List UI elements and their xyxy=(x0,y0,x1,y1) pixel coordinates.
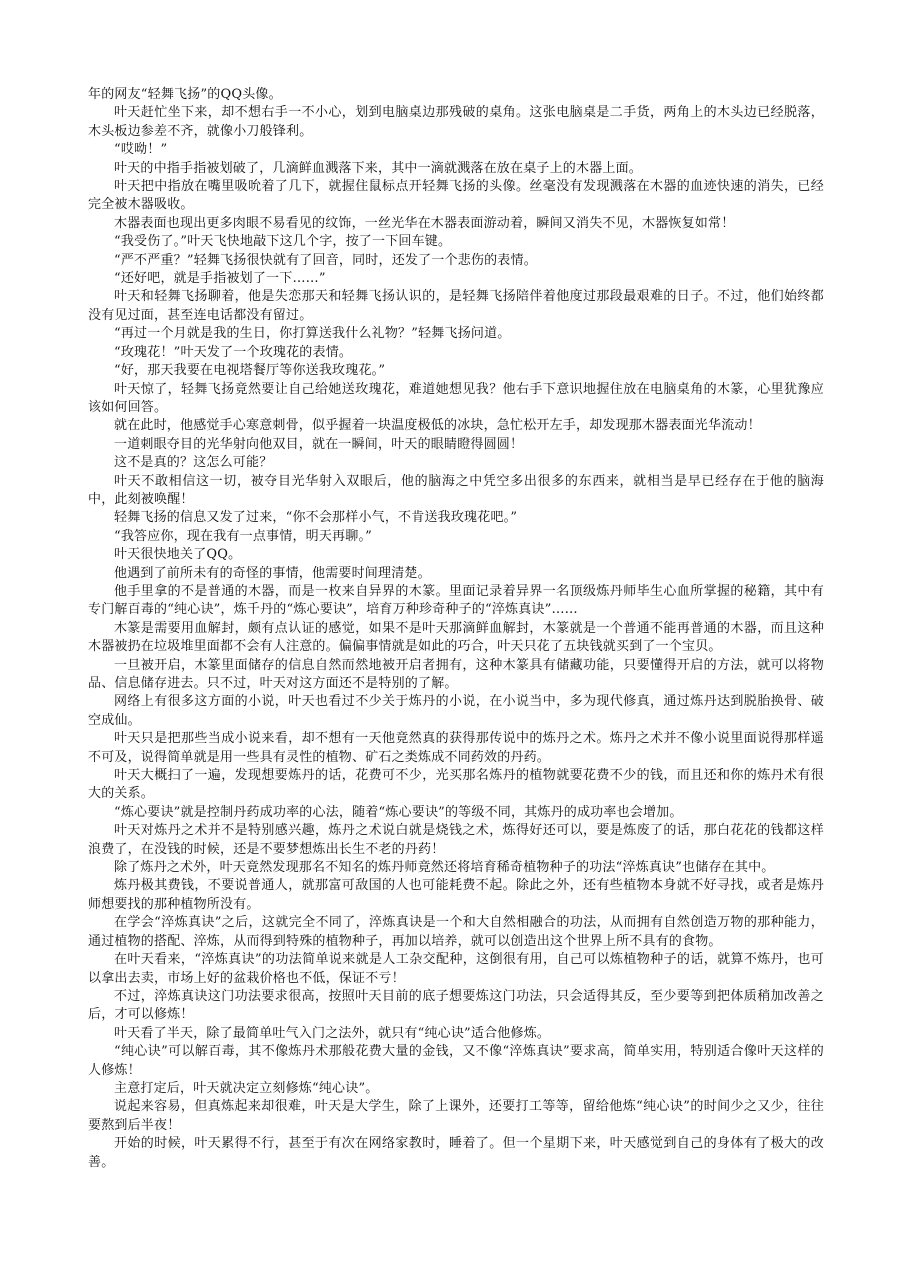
paragraph: “严不严重？”轻舞飞扬很快就有了回音，同时，还发了一个悲伤的表情。 xyxy=(114,252,537,268)
paragraph: “炼心要诀”就是控制丹药成功率的心法，随着“炼心要诀”的等级不同，其炼丹的成功率也会增加。 xyxy=(114,804,683,820)
paragraph: 他遇到了前所未有的奇怪的事情，他需要时间理清楚。 xyxy=(114,565,431,581)
paragraph: 叶天把中指放在嘴里吸吮着了几下，就握住鼠标点开轻舞飞扬的头像。丝毫没有发现溅落在木器的血迹快速的消失，已经完全被木器吸收。 xyxy=(88,179,824,213)
paragraph: 不过，淬炼真诀这门功法要求很高，按照叶天目前的底子想要炼这门功法，只会适得其反，至少要等到把体质稍加改善之后，才可以修炼！ xyxy=(88,988,824,1023)
paragraph: 叶天看了半天，除了最简单吐气入门之法外，就只有“纯心诀”适合他修炼。 xyxy=(114,1025,551,1041)
paragraph: “玫瑰花！”叶天发了一个玫瑰花的表情。 xyxy=(114,344,353,360)
paragraph: “再过一个月就是我的生日，你打算送我什么礼物？”轻舞飞扬问道。 xyxy=(114,326,511,342)
paragraph: 叶天赶忙坐下来，却不想右手一不小心，划到电脑桌边那残破的桌角。这张电脑桌是二手货，两角上的木头边已经脱落，木头板边参差不齐，就像小刀般锋利。 xyxy=(88,105,824,139)
paragraph: 叶天只是把那些当成小说来看，却不想有一天他竟然真的获得那传说中的炼丹之术。炼丹之术并不像小说里面说得那样遥不可及，说得简单就是用一些具有灵性的植物、矿石之类炼成不同药效的丹药。 xyxy=(88,731,824,765)
paragraph: 木篆是需要用血解封，颇有点认证的感觉，如果不是叶天那滴鲜血解封，木篆就是一个普通不能再普通的木器，而且这种木器被扔在垃圾堆里面都不会有人注意的。偏偏事情就是如此的巧合，叶天只花了五块钱就买到了一个宝贝。 xyxy=(88,620,824,655)
paragraph: 叶天对炼丹之术并不是特别感兴趣，炼丹之术说白就是烧钱之术，炼得好还可以，要是炼废了的话，那白花花的钱都这样浪费了，在没钱的时候，还是不要梦想炼出长生不老的丹药！ xyxy=(88,823,824,857)
paragraph: 木器表面也现出更多肉眼不易看见的纹饰，一丝光华在木器表面游动着，瞬间又消失不见，木器恢复如常！ xyxy=(114,215,735,231)
paragraph: 叶天很快地关了QQ。 xyxy=(114,547,242,563)
paragraph: 一道刺眼夺目的光华射向他双目，就在一瞬间，叶天的眼睛瞪得圆圆！ xyxy=(114,436,524,452)
paragraph: 炼丹极其费钱，不要说普通人，就那富可敌国的人也可能耗费不起。除此之外，还有些植物本身就不好寻找，或者是炼丹师想要找的那种植物所没有。 xyxy=(88,878,824,912)
paragraph: “我受伤了。”叶天飞快地敲下这几个字，按了一下回车键。 xyxy=(114,234,452,250)
paragraph: 网络上有很多这方面的小说，叶天也看过不少关于炼丹的小说，在小说当中，多为现代修真，通过炼丹达到脱胎换骨、破空成仙。 xyxy=(88,694,824,728)
paragraph: “我答应你，现在我有一点事情，明天再聊。” xyxy=(114,528,372,544)
paragraph: 就在此时，他感觉手心寒意刺骨，似乎握着一块温度极低的冰块，急忙松开左手，却发现那木器表面光华流动！ xyxy=(114,418,761,434)
paragraph: 轻舞飞扬的信息又发了过来，“你不会那样小气，不肯送我玫瑰花吧。” xyxy=(114,510,518,526)
paragraph: 叶天惊了，轻舞飞扬竟然要让自己给她送玫瑰花，难道她想见我？他右手下意识地握住放在电脑桌角的木篆，心里犹豫应该如何回答。 xyxy=(88,381,824,415)
paragraph: 叶天大概扫了一遍，发现想要炼丹的话，花费可不少，光买那名炼丹的植物就要花费不少的钱，而且还和你的炼丹术有很大的关系。 xyxy=(88,768,824,802)
paragraph: 这不是真的？这怎么可能？ xyxy=(114,455,273,471)
paragraph: 主意打定后，叶天就决定立刻修炼“纯心诀”。 xyxy=(114,1080,379,1096)
paragraph: 年的网友“轻舞飞扬”的QQ头像。 xyxy=(88,87,282,102)
paragraph: 在学会“淬炼真诀”之后，这就完全不同了，淬炼真诀是一个和大自然相融合的功法，从而拥有自然创造万物的那种能力，通过植物的搭配、淬炼，从而得到特殊的植物种子，再加以培养，就可以创造出这个世界上所不具有的食物。 xyxy=(88,915,824,949)
paragraph: “好，那天我要在电视塔餐厅等你送我玫瑰花。” xyxy=(114,363,386,379)
paragraph: 叶天的中指手指被划破了，几滴鲜血溅落下来，其中一滴就溅落在放在桌子上的木器上面。 xyxy=(114,160,643,176)
paragraph: “还好吧，就是手指被划了一下……” xyxy=(114,271,326,287)
paragraph: 叶天和轻舞飞扬聊着，他是失恋那天和轻舞飞扬认识的，是轻舞飞扬陪伴着他度过那段最艰难的日子。不过，他们始终都没有见过面，甚至连电话都没有留过。 xyxy=(88,289,824,323)
paragraph: 他手里拿的不是普通的木器，而是一枚来自异界的木篆。里面记录着异界一名顶级炼丹师毕生心血所掌握的秘籍，其中有专门解百毒的“纯心诀”，炼千丹的“炼心要诀”，培育万种珍奇种子的“淬炼真诀”…… xyxy=(88,583,824,618)
paragraph: 一旦被开启，木篆里面储存的信息自然而然地被开启者拥有，这种木篆具有储藏功能，只要懂得开启的方法，就可以将物品、信息储存进去。只不过，叶天对这方面还不是特别的了解。 xyxy=(88,657,824,691)
paragraph: 叶天不敢相信这一切，被夺目光华射入双眼后，他的脑海之中凭空多出很多的东西来，就相当是早已经存在于他的脑海中，此刻被唤醒！ xyxy=(88,473,824,507)
paragraph: “纯心诀”可以解百毒，其不像炼丹术那般花费大量的金钱，又不像“淬炼真诀”要求高，简单实用，特别适合像叶天这样的人修炼！ xyxy=(88,1044,824,1078)
paragraph: “哎呦！” xyxy=(114,142,168,158)
paragraph: 开始的时候，叶天累得不行，甚至于有次在网络家教时，睡着了。但一个星期下来，叶天感觉到自己的身体有了极大的改善。 xyxy=(88,1136,824,1170)
paragraph: 除了炼丹之术外，叶天竟然发现那名不知名的炼丹师竟然还将培育稀奇植物种子的功法“淬炼真诀”也储存在其中。 xyxy=(114,860,775,876)
paragraph: 在叶天看来，“淬炼真诀”的功法简单说来就是人工杂交配种，这倒很有用，自己可以炼植物种子的话，就算不炼丹，也可以拿出去卖，市场上好的盆栽价格也不低，保证不亏！ xyxy=(88,952,824,986)
document-body xyxy=(88,86,824,1172)
paragraph: 说起来容易，但真炼起来却很难，叶天是大学生，除了上课外，还要打工等等，留给他炼“纯心诀”的时间少之又少，往往要熬到后半夜！ xyxy=(88,1099,824,1133)
